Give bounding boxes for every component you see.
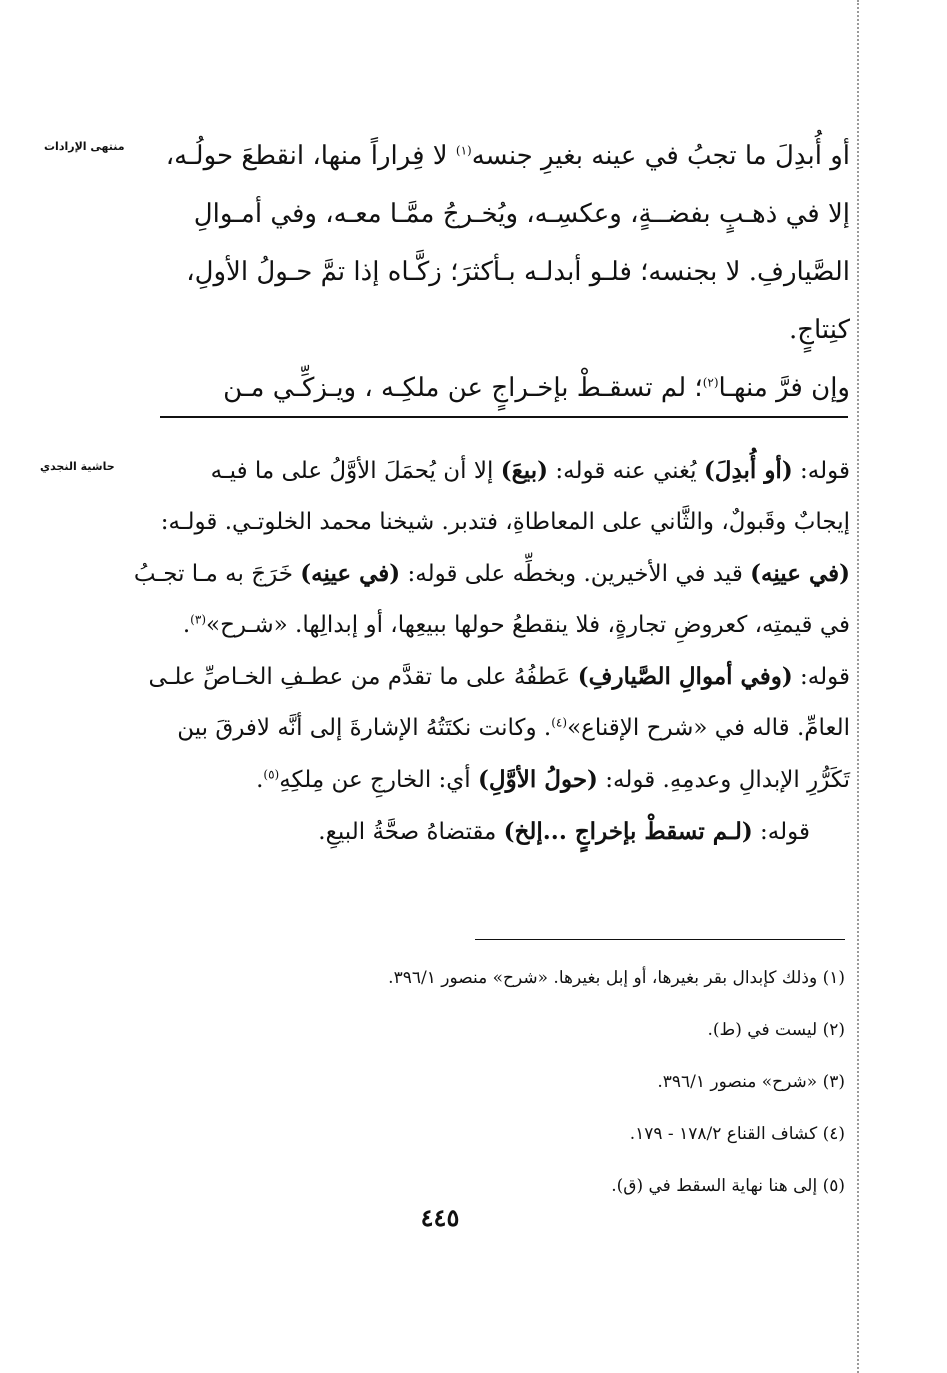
quoted-term: (في عينِه) [750, 560, 850, 587]
commentary-line [160, 445, 850, 497]
footnote-ref[interactable]: (١) [455, 143, 472, 158]
footnote-item: (٤) كشاف القناع ١٧٨/٢ - ١٧٩. [629, 1124, 845, 1144]
main-text-line: الصَّيارفِ. لا بجنسه؛ فلـو أبدلـه بـأكثرَ؛ زكَّـاه إذا تمَّ حـولُ الأولِ، [186, 257, 850, 287]
quoted-term: (بيعَ) [500, 457, 549, 484]
footnote-item: (١) وذلك كإبدال بقر بغيرها، أو إبل بغيرها. «شرح» منصور ٣٩٦/١. [388, 968, 845, 988]
main-text-line: كنِتاجٍ. [788, 315, 850, 345]
commentary-segment: تَكَرُّرِ الإبدالِ وعدمِهِ. قوله: [597, 767, 850, 793]
commentary-segment: قيد في الأخيرين. وبخطِّه على قوله: [400, 561, 751, 587]
commentary-segment: خَرَجَ به مـا تجـبُ [133, 561, 301, 587]
commentary-segment: قوله: [792, 458, 850, 484]
commentary-line [160, 806, 850, 858]
footnote-ref[interactable]: (٥) [263, 767, 280, 782]
footnote-ref[interactable]: (٢) [702, 375, 719, 390]
margin-label-matn: منتهى الإرادات [44, 140, 125, 153]
commentary-segment: قوله: [792, 664, 850, 690]
quoted-term: (حولُ الأوَّلِ) [478, 766, 598, 793]
footnote-ref[interactable]: (٣) [190, 612, 206, 627]
commentary-segment: أي: الخارجِ عن مِلكِهِ [279, 767, 479, 793]
main-text-line [160, 127, 850, 185]
main-text-segment: لا فِراراً منها، انقطعَ حولُـه، [165, 141, 456, 171]
commentary-segment: عَطفُهُ على ما تقدَّم من عطـفِ الخـاصِّ علـى [148, 664, 578, 690]
commentary-segment: . [182, 612, 191, 638]
commentary-line [148, 651, 850, 703]
commentary-line [133, 548, 850, 600]
footnote-ref[interactable]: (٤) [551, 715, 568, 730]
commentary-line [160, 754, 850, 806]
footnote-item: (٥) إلى هنا نهاية السقط في (ق). [611, 1176, 845, 1196]
commentary-segment: . وكانت نكتَتُهُ الإشارةَ إلى أنَّه لافرقَ بين [177, 715, 552, 741]
footnote-separator [475, 939, 845, 940]
commentary-segment: في قيمتِه، كعروضِ تجارةٍ، فلا ينقطعُ حولها ببيعِها، أو إبدالِها. «شـرح» [206, 612, 850, 638]
commentary-segment: مقتضاهُ صحَّةُ البيعِ. [318, 819, 504, 845]
main-text-line: إلا في ذهـبٍ بفضــةٍ، وعكسِـه، ويُخـرجُ ممَّـا معـه، وفي أمـوالِ [193, 199, 850, 229]
main-text-block [160, 127, 850, 419]
main-text-segment: ؛ لم تسقـطْ بإخـراجٍ عن ملكِـه ، ويـزكِّـي مـن [223, 373, 703, 403]
quoted-term: (لـم تسقطْ بإخراجٍ ...إلخ) [503, 818, 753, 845]
main-text-segment: وإن فرَّ منهـا [718, 373, 850, 403]
footnote-item: (٢) ليست في (ط). [707, 1020, 845, 1040]
commentary-line: إيجابٌ وقَبولٌ، والثَّاني على المعاطاةِ، فتدبر. شيخنا محمد الخلوتـي. قولـه: [160, 509, 850, 535]
commentary-segment: . [256, 767, 264, 793]
quoted-term: (وفي أموالِ الصَّيارفِ) [577, 663, 793, 690]
commentary-block [133, 445, 850, 858]
footnote-item: (٣) «شرح» منصور ٣٩٦/١. [657, 1072, 845, 1092]
commentary-segment: يُغني عنه قوله: [548, 458, 704, 484]
footnotes-block [300, 952, 845, 1212]
margin-label-hashiya: حاشية النجدي [40, 460, 115, 473]
main-text-segment: أو أُبدِلَ ما تجبُ في عينه بغيرِ جنسه [471, 141, 850, 171]
page-edge-dotted-line [857, 0, 859, 1373]
commentary-segment: إلا أن يُحمَلَ الأوَّلُ على ما فيـه [210, 458, 501, 484]
page-number: ٤٤٥ [420, 1203, 460, 1232]
commentary-segment: العامِّ. قاله في «شرح الإقناع» [567, 715, 850, 741]
section-divider [160, 416, 848, 418]
main-text-line [160, 359, 850, 419]
quoted-term: (أو أُبدِلَ) [703, 457, 793, 484]
commentary-line [160, 703, 850, 754]
commentary-line [160, 600, 850, 651]
commentary-segment: قوله: [752, 819, 810, 845]
quoted-term: (في عينِه) [300, 560, 401, 587]
